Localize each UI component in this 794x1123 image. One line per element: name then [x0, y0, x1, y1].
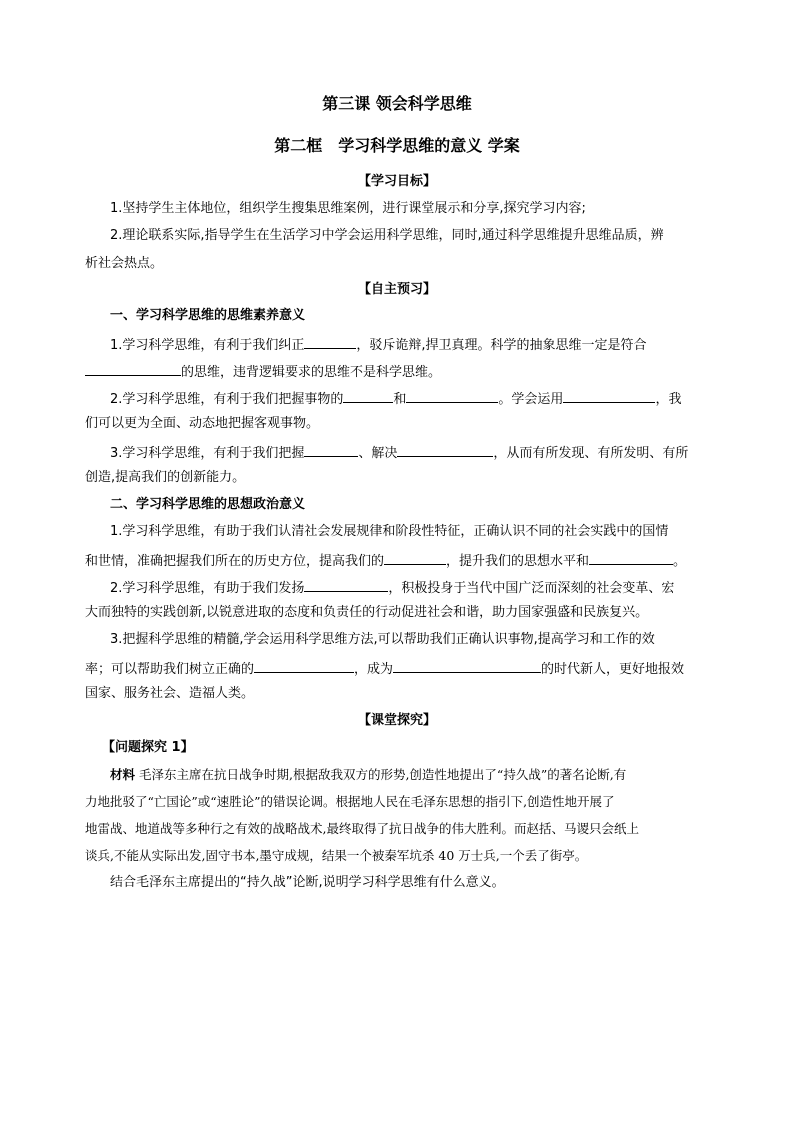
text-fragment: 1.学习科学思维，有利于我们纠正 — [110, 338, 305, 353]
fill-blank[interactable] — [393, 659, 541, 673]
text-fragment: ，从而有所发现、有所发明、有所 — [493, 446, 689, 461]
objective-item-2: 2.理论联系实际,指导学生在生活学习中学会运用科学思维，同时,通过科学思维提升思维品质，辨 — [110, 228, 664, 243]
text-fragment: 、解决 — [358, 446, 398, 461]
preview-q3-line1: 3.把握科学思维的精髓,学会运用科学思维方法,可以帮助我们正确认识事物,提高学习和工作的效 — [110, 632, 655, 647]
preview-heading: 【自主预习】 — [357, 282, 436, 297]
text-fragment: ，驳斥诡辩,捍卫真理。科学的抽象思维一定是符合 — [356, 338, 647, 353]
preview-q3-line3: 国家、服务社会、造福人类。 — [85, 686, 255, 701]
preview-p3-line2: 创造,提高我们的创新能力。 — [85, 470, 246, 485]
fill-blank[interactable] — [304, 335, 356, 349]
fill-blank[interactable] — [406, 389, 498, 403]
text-fragment: 2.学习科学思维，有利于我们把握事物的 — [110, 392, 344, 407]
preview-q3-line2 — [85, 659, 684, 678]
preview-p1-line2 — [85, 362, 441, 381]
fill-blank[interactable] — [85, 362, 181, 376]
fill-blank[interactable] — [384, 551, 446, 565]
fill-blank[interactable] — [343, 389, 393, 403]
material-line-3: 地雷战、地道战等多种行之有效的战略战术,最终取得了抗日战争的伟大胜利。而赵括、马谡只会纸上 — [85, 821, 639, 836]
text-fragment: ，积极投身于当代中国广泛而深刻的社会变革、宏 — [388, 581, 675, 596]
material-line-4: 谈兵,不能从实际出发,固守书本,墨守成规，结果一个被秦军坑杀 40 万士兵,一个丢了街亭。 — [85, 848, 588, 863]
objective-item-2-cont: 析社会热点。 — [85, 256, 164, 271]
preview-q1-line2 — [85, 551, 686, 570]
explore-subheading: 【问题探究 1】 — [102, 740, 194, 755]
text-fragment: 2.学习科学思维，有助于我们发扬 — [110, 581, 305, 596]
preview-q2-line2: 大而独特的实践创新,以锐意进取的态度和负责任的行动促进社会和谐，助力国家强盛和民族复兴。 — [85, 605, 649, 620]
fill-blank[interactable] — [589, 551, 673, 565]
fill-blank[interactable] — [397, 443, 493, 457]
material-label: 材料 — [110, 767, 136, 782]
objectives-heading: 【学习目标】 — [357, 174, 436, 189]
page-subtitle: 第二框 学习科学思维的意义 学案 — [274, 136, 520, 155]
preview-p3-line1 — [110, 443, 688, 462]
part2-heading: 二、学习科学思维的思想政治意义 — [110, 497, 306, 512]
text-fragment: 3.学习科学思维，有利于我们把握 — [110, 446, 305, 461]
text-fragment: ，成为 — [354, 662, 394, 677]
objective-item-1: 1.坚持学生主体地位，组织学生搜集思维案例，进行课堂展示和分享,探究学习内容; — [110, 201, 586, 216]
fill-blank[interactable] — [304, 443, 358, 457]
text-fragment: 和世情，准确把握我们所在的历史方位，提高我们的 — [85, 554, 385, 569]
text-fragment: 。 — [673, 554, 687, 569]
page-title: 第三课 领会科学思维 — [322, 94, 472, 113]
preview-p2-line2: 们可以更为全面、动态地把握客观事物。 — [85, 416, 320, 431]
explore-question: 结合毛泽东主席提出的“持久战”论断,说明学习科学思维有什么意义。 — [110, 875, 505, 890]
preview-p2-line1 — [110, 389, 681, 408]
text-fragment: 率；可以帮助我们树立正确的 — [85, 662, 255, 677]
text-fragment: ，我 — [655, 392, 682, 407]
text-fragment: 。学会运用 — [498, 392, 564, 407]
text-fragment: 和 — [393, 392, 407, 407]
material-line-2: 力地批驳了“亡国论”或“速胜论”的错误论调。根据地人民在毛泽东思想的指引下,创造性地开展了 — [85, 794, 615, 809]
text-fragment: ，提升我们的思想水平和 — [446, 554, 590, 569]
text-fragment: 毛泽东主席在抗日战争时期,根据敌我双方的形势,创造性地提出了“持久战”的著名论断,有 — [135, 767, 627, 782]
preview-p1-line1 — [110, 335, 647, 354]
fill-blank[interactable] — [254, 659, 354, 673]
explore-heading: 【课堂探究】 — [357, 713, 436, 728]
part1-heading: 一、学习科学思维的思维素养意义 — [110, 308, 306, 323]
text-fragment: 的思维，违背逻辑要求的思维不是科学思维。 — [181, 365, 442, 380]
preview-q2-line1 — [110, 578, 674, 597]
preview-q1-line1: 1.学习科学思维，有助于我们认清社会发展规律和阶段性特征，正确认识不同的社会实践中的国情 — [110, 524, 669, 539]
text-fragment: 的时代新人，更好地报效 — [541, 662, 685, 677]
material-line-1 — [110, 767, 626, 783]
fill-blank[interactable] — [563, 389, 655, 403]
fill-blank[interactable] — [304, 578, 388, 592]
